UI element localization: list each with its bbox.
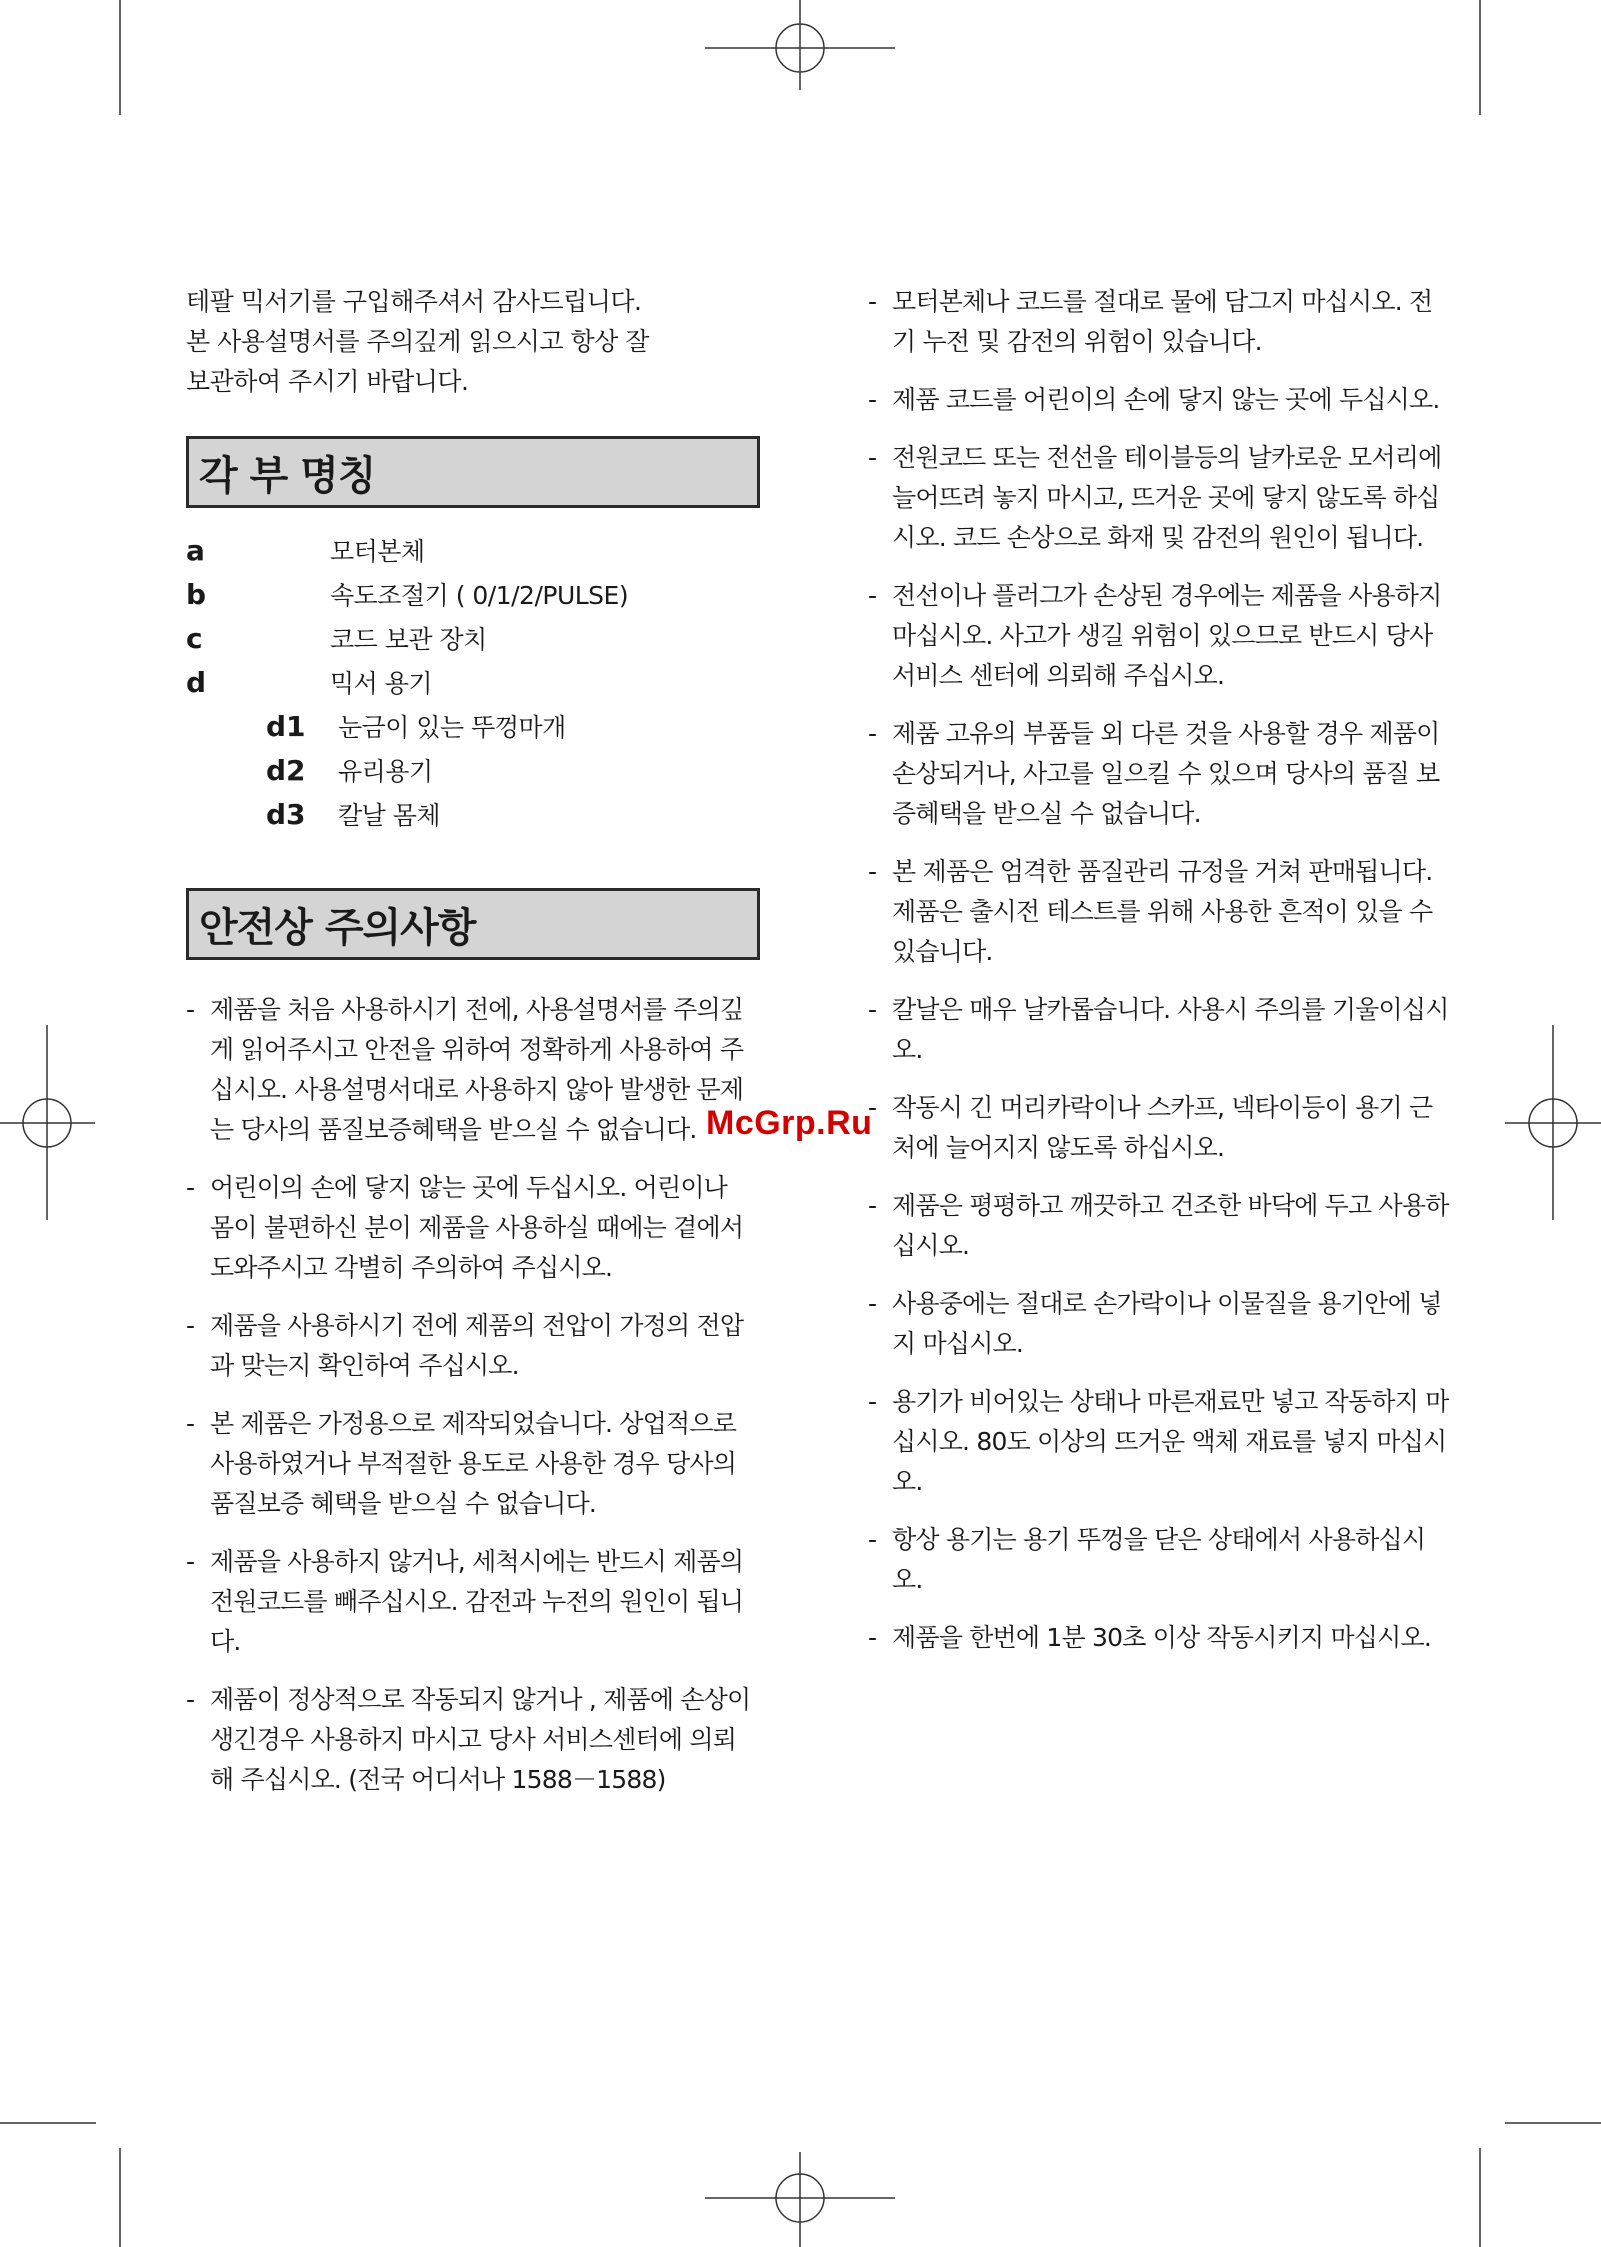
- safety-item: - 사용중에는 절대로 손가락이나 이물질을 용기안에 넣지 마십시오.: [868, 1284, 1453, 1364]
- intro-line: 테팔 믹서기를 구입해주셔서 감사드립니다.: [186, 287, 642, 316]
- part-row-sub: [186, 748, 756, 792]
- parts-list: [186, 528, 756, 836]
- safety-item: - 전선이나 플러그가 손상된 경우에는 제품을 사용하지 마십시오. 사고가 생길 위험이 있으므로 반드시 당사 서비스 센터에 의뢰해 주십시오.: [868, 576, 1453, 696]
- intro-text: [186, 282, 756, 402]
- part-key: d1: [266, 709, 306, 743]
- safety-item: - 어린이의 손에 닿지 않는 곳에 두십시오. 어린이나 몸이 불편하신 분이 제품을 사용하실 때에는 곁에서 도와주시고 각별히 주의하여 주십시오.: [186, 1168, 756, 1288]
- part-key: d3: [266, 797, 306, 831]
- safety-item: - 제품 코드를 어린이의 손에 닿지 않는 곳에 두십시오.: [868, 380, 1453, 420]
- part-row-sub: [186, 792, 756, 836]
- part-key: a: [186, 533, 205, 567]
- safety-item: - 제품을 사용하지 않거나, 세척시에는 반드시 제품의 전원코드를 빼주십시오. 감전과 누전의 원인이 됩니다.: [186, 1542, 756, 1662]
- safety-item: - 용기가 비어있는 상태나 마른재료만 넣고 작동하지 마십시오. 80도 이상의 뜨거운 액체 재료를 넣지 마십시오.: [868, 1382, 1453, 1502]
- safety-item: - 제품 고유의 부품들 외 다른 것을 사용할 경우 제품이 손상되거나, 사고를 일으킬 수 있으며 당사의 품질 보증혜택을 받으실 수 없습니다.: [868, 714, 1453, 834]
- part-label: 칼날 몸체: [338, 801, 441, 830]
- safety-item: - 제품은 평평하고 깨끗하고 건조한 바닥에 두고 사용하십시오.: [868, 1186, 1453, 1266]
- part-label: 속도조절기 ( 0/1/2/PULSE): [330, 581, 629, 610]
- part-label: 유리용기: [338, 757, 433, 786]
- part-label: 눈금이 있는 뚜껑마개: [338, 713, 566, 742]
- part-row-sub: [186, 704, 756, 748]
- safety-item: - 작동시 긴 머리카락이나 스카프, 넥타이등이 용기 근처에 늘어지지 않도록 하십시오.: [868, 1088, 1453, 1168]
- watermark: McGrp.Ru: [706, 1104, 873, 1142]
- safety-item: - 본 제품은 가정용으로 제작되었습니다. 상업적으로 사용하였거나 부적절한 용도로 사용한 경우 당사의 품질보증 혜택을 받으실 수 없습니다.: [186, 1404, 756, 1524]
- safety-item: - 칼날은 매우 날카롭습니다. 사용시 주의를 기울이십시오.: [868, 990, 1453, 1070]
- safety-item: - 제품을 사용하시기 전에 제품의 전압이 가정의 전압과 맞는지 확인하여 주십시오.: [186, 1306, 756, 1386]
- intro-line: 보관하여 주시기 바랍니다.: [186, 367, 469, 396]
- part-key: c: [186, 621, 203, 655]
- part-key: d: [186, 665, 207, 699]
- safety-item: - 모터본체나 코드를 절대로 물에 담그지 마십시오. 전기 누전 및 감전의 위험이 있습니다.: [868, 282, 1453, 362]
- part-row: [186, 616, 756, 660]
- intro-line: 본 사용설명서를 주의깊게 읽으시고 항상 잘: [186, 327, 649, 356]
- part-label: 코드 보관 장치: [330, 625, 487, 654]
- part-row: [186, 528, 756, 572]
- part-row: [186, 660, 756, 704]
- right-column: [868, 282, 1453, 1676]
- safety-list-right: [868, 282, 1453, 1658]
- safety-item: - 본 제품은 엄격한 품질관리 규정을 거쳐 판매됩니다. 제품은 출시전 테스트를 위해 사용한 흔적이 있을 수 있습니다.: [868, 852, 1453, 972]
- left-column: [186, 282, 756, 1818]
- safety-item: - 제품이 정상적으로 작동되지 않거나 , 제품에 손상이 생긴경우 사용하지 마시고 당사 서비스센터에 의뢰해 주십시오. (전국 어디서나 1588－1588): [186, 1680, 756, 1800]
- part-label: 모터본체: [330, 537, 425, 566]
- part-key: d2: [266, 753, 306, 787]
- parts-section-title: 각 부 명칭: [186, 436, 760, 508]
- safety-section-title: 안전상 주의사항: [186, 888, 760, 960]
- safety-item: - 전원코드 또는 전선을 테이블등의 날카로운 모서리에 늘어뜨려 놓지 마시고, 뜨거운 곳에 닿지 않도록 하십시오. 코드 손상으로 화재 및 감전의 원인이 됩니다.: [868, 438, 1453, 558]
- part-row: [186, 572, 756, 616]
- safety-item: - 항상 용기는 용기 뚜껑을 닫은 상태에서 사용하십시오.: [868, 1520, 1453, 1600]
- safety-item: - 제품을 처음 사용하시기 전에, 사용설명서를 주의깊게 읽어주시고 안전을 위하여 정확하게 사용하여 주십시오. 사용설명서대로 사용하지 않아 발생한 문제는 당사의 품질보증혜택을 받으실 수 없습니다.: [186, 990, 756, 1150]
- safety-list-left: [186, 990, 756, 1800]
- part-label: 믹서 용기: [330, 669, 433, 698]
- safety-item: - 제품을 한번에 1분 30초 이상 작동시키지 마십시오.: [868, 1618, 1453, 1658]
- part-key: b: [186, 577, 207, 611]
